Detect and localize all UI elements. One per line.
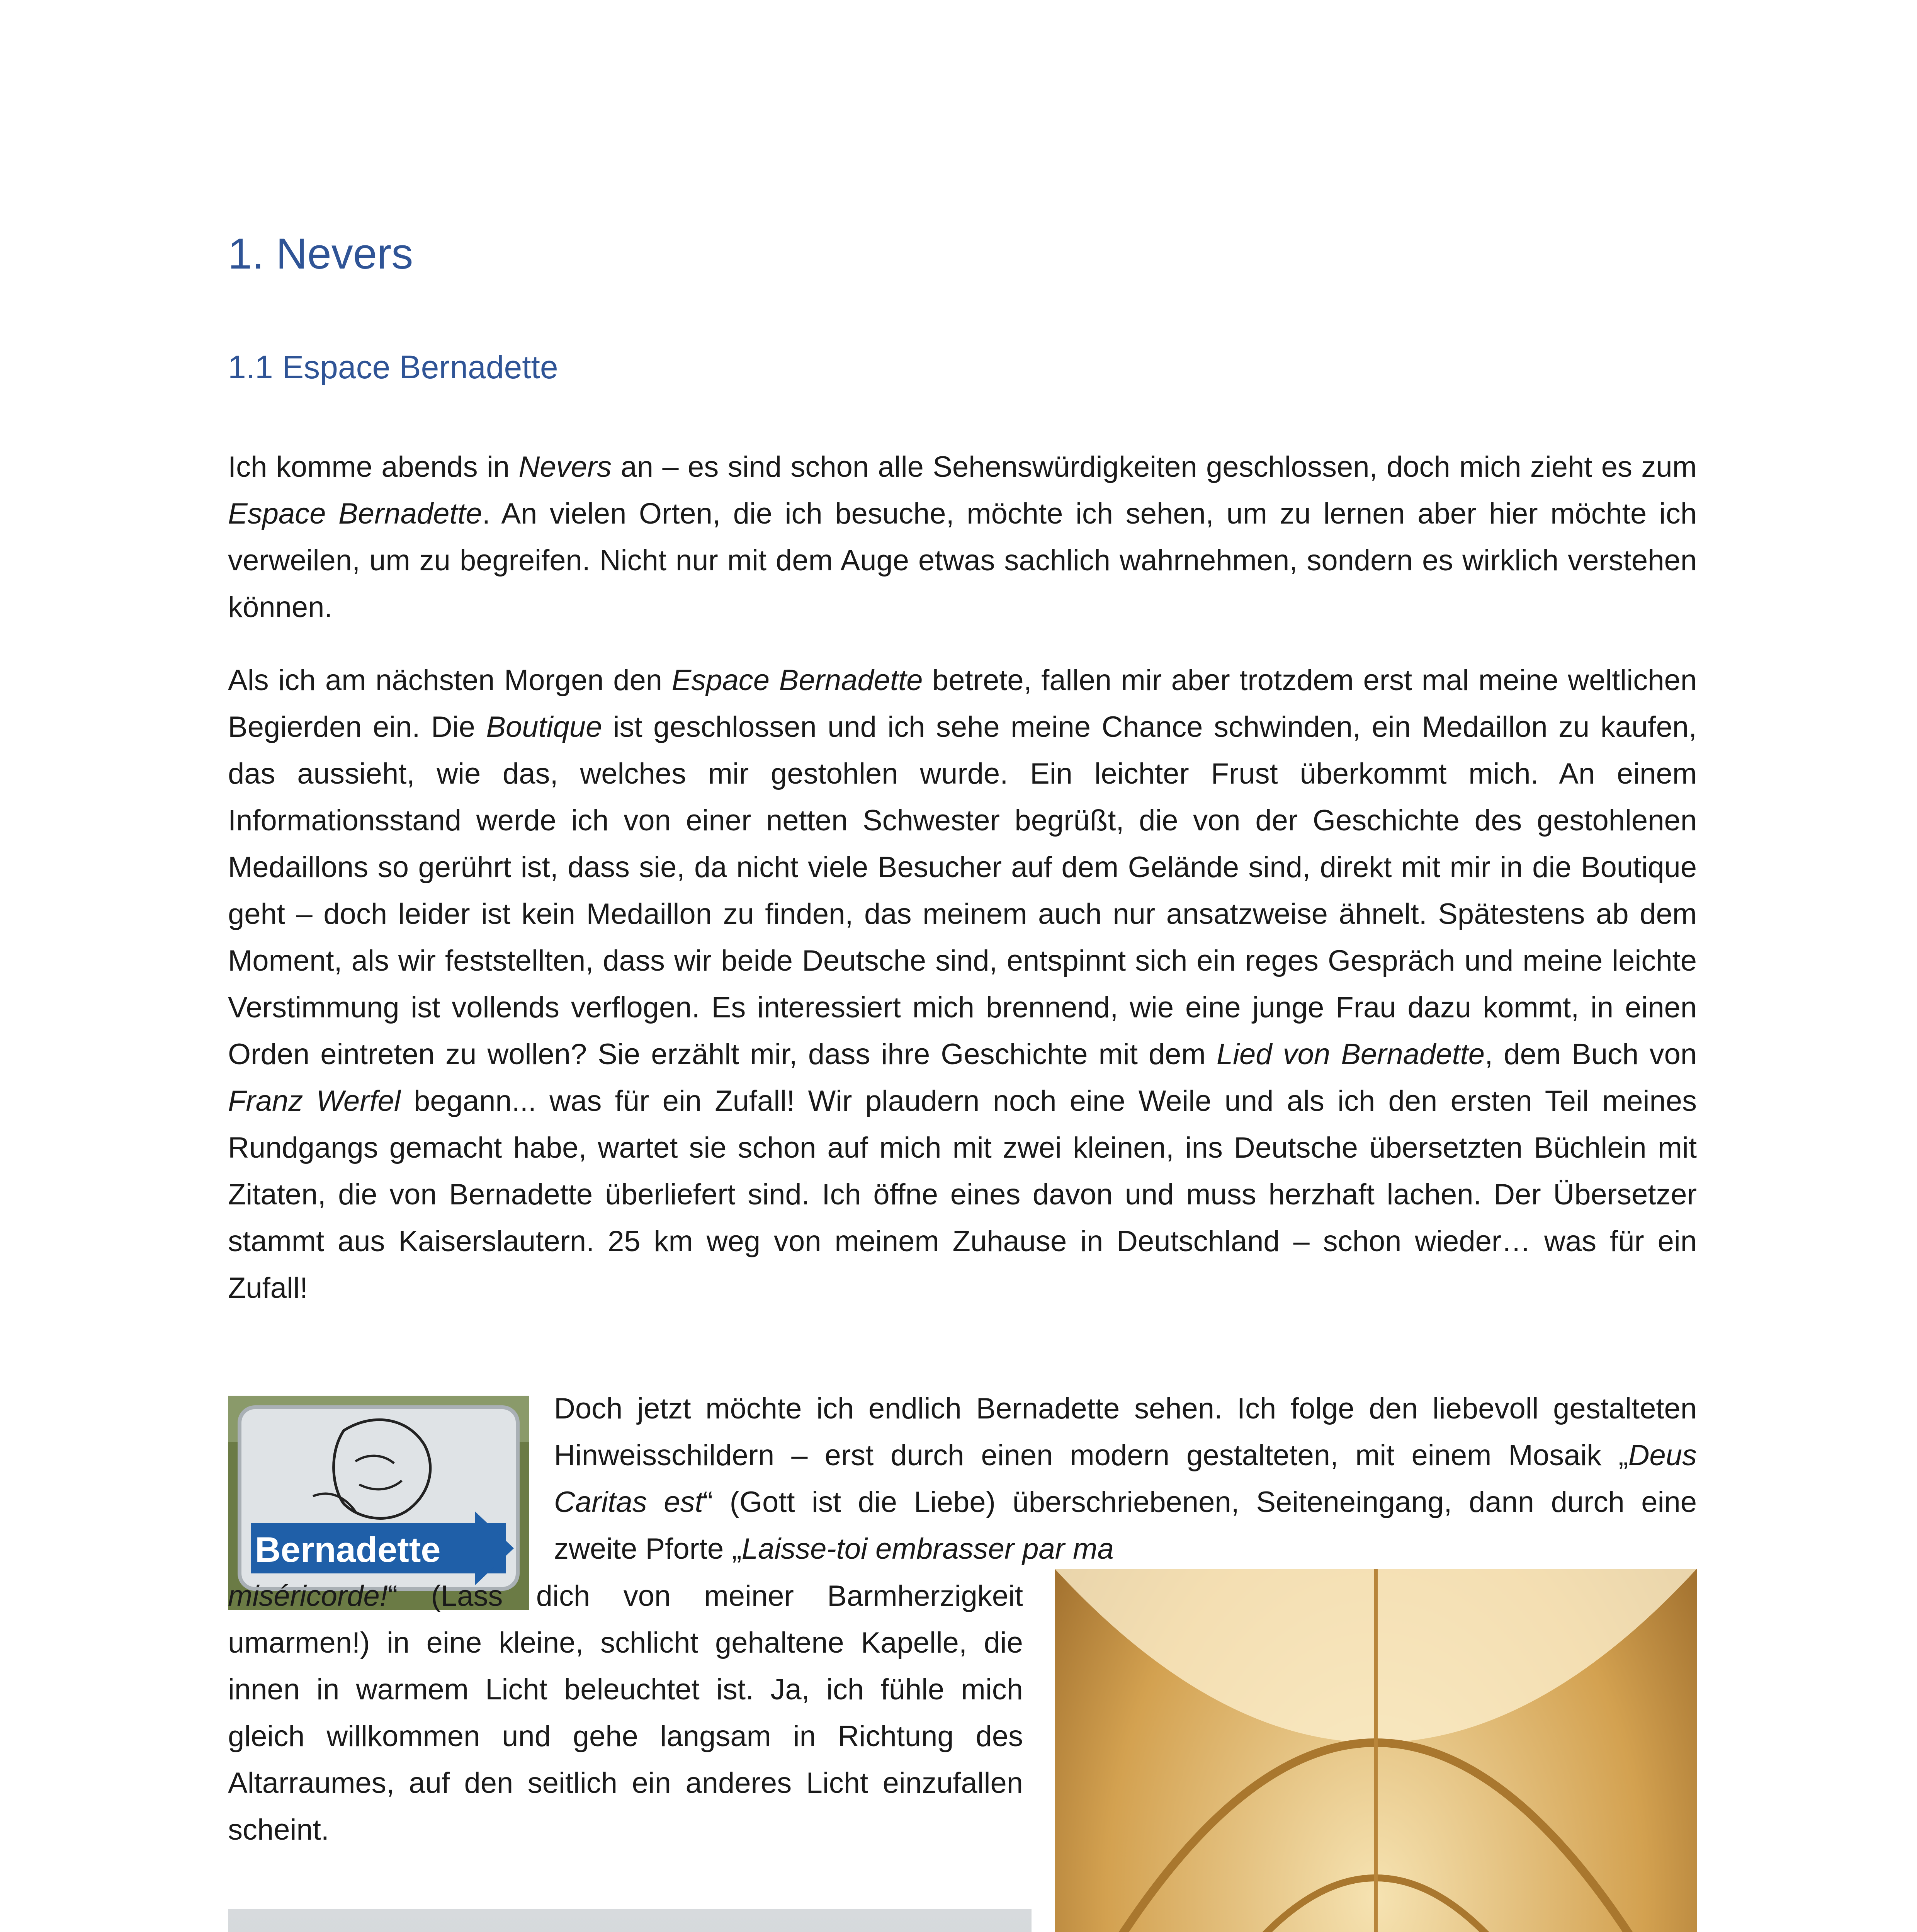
- text-run: “ (Gott ist die Liebe) überschriebenen, Seiteneingang, dann durch eine zweite Pforte „: [554, 1486, 1697, 1565]
- paragraph-signs: [554, 1385, 1697, 1572]
- text-run: “ (Lass dich von meiner Barmherzigkeit umarmen!) in eine kleine, schlicht gehaltene Kapelle, die innen in warmem Licht beleuchtet ist. Ja, ich fühle mich gleich willkommen und gehe langsam in Richtung des Altarraumes, auf den seitlich ein anderes Licht einzufallen scheint.: [228, 1580, 1023, 1846]
- text-run: an – es sind schon alle Sehenswürdigkeiten geschlossen, doch mich zieht es zum: [612, 451, 1697, 483]
- text-run: . An vielen Orten, die ich besuche, möchte ich sehen, um zu lernen aber hier möchte ich verweilen, um zu begreifen. Nicht nur mit dem Auge etwas sachlich wahrnehmen, sondern es wirklich verstehen können.: [228, 497, 1697, 624]
- emphasis-text: Franz Werfel: [228, 1085, 401, 1117]
- emphasis-text: Lied von Bernadette: [1216, 1038, 1485, 1071]
- emphasis-text: Laisse-toi embrasser par ma: [741, 1532, 1114, 1565]
- chapel-interior-photo: [1055, 1569, 1697, 1932]
- emphasis-text: Nevers: [518, 451, 612, 483]
- text-run: ist geschlossen und ich sehe meine Chance schwinden, ein Medaillon zu kaufen, das aussieht, wie das, welches mir gestohlen wurde. Ein leichter Frust überkommt mich. An einem Informationsstand werde ich von einer netten Schwester begrüßt, die von der Geschichte des gestohlenen Medaillons so gerührt ist, dass sie, da nicht viele Besucher auf dem Gelände sind, direkt mit mir in die Boutique geht – doch leider ist kein Medaillon zu finden, das meinem auch nur ansatzweise ähnelt. Spätestens ab dem Moment, als wir feststellten, dass wir beide Deutsche sind, entspinnt sich ein reges Gespräch und meine leichte Verstimmung ist vollends verflogen. Es interessiert mich brennend, wie eine junge Frau dazu kommt, in einen Orden eintreten zu wollen? Sie erzählt mir, dass ihre Geschichte mit dem: [228, 711, 1697, 1071]
- emphasis-text: Espace Bernadette: [228, 497, 482, 530]
- emphasis-text: Deus Caritas est: [554, 1439, 1697, 1519]
- paragraph-boutique: [228, 657, 1697, 1311]
- page-heading: 1. Nevers: [228, 230, 413, 278]
- text-run: , dem Buch von: [1485, 1038, 1697, 1071]
- text-run: begann... was für ein Zufall! Wir plaudern noch eine Weile und als ich den ersten Teil meines Rundgangs gemacht habe, wartet sie schon auf mich mit zwei kleinen, ins Deutsche übersetzten Büchlein mit Zitaten, die von Bernadette überliefert sind. Ich öffne eines davon und muss herzhaft lachen. Der Übersetzer stammt aus Kaiserslautern. 25 km weg von meinem Zuhause in Deutschland – schon wieder… was für ein Zufall!: [228, 1085, 1697, 1304]
- paragraph-chapel: [228, 1573, 1023, 1853]
- section-heading: 1.1 Espace Bernadette: [228, 349, 558, 385]
- text-run: Ich komme abends in: [228, 451, 519, 483]
- text-run: Als ich am nächsten Morgen den: [228, 664, 672, 697]
- emphasis-text: Espace Bernadette: [671, 664, 923, 697]
- church-exterior-photo: [228, 1909, 1032, 1932]
- emphasis-text: Boutique: [486, 711, 602, 743]
- paragraph-arrival: [228, 444, 1697, 631]
- text-run: Doch jetzt möchte ich endlich Bernadette sehen. Ich folge den liebevoll gestalteten Hinweisschildern – erst durch einen modern gestalteten, mit einem Mosaik „: [554, 1392, 1697, 1472]
- emphasis-text: miséricorde!: [228, 1580, 388, 1612]
- sign-label: Bernadette: [255, 1530, 441, 1570]
- text-run: betrete, fallen mir aber trotzdem erst mal meine weltlichen Begierden ein. Die: [228, 664, 1697, 743]
